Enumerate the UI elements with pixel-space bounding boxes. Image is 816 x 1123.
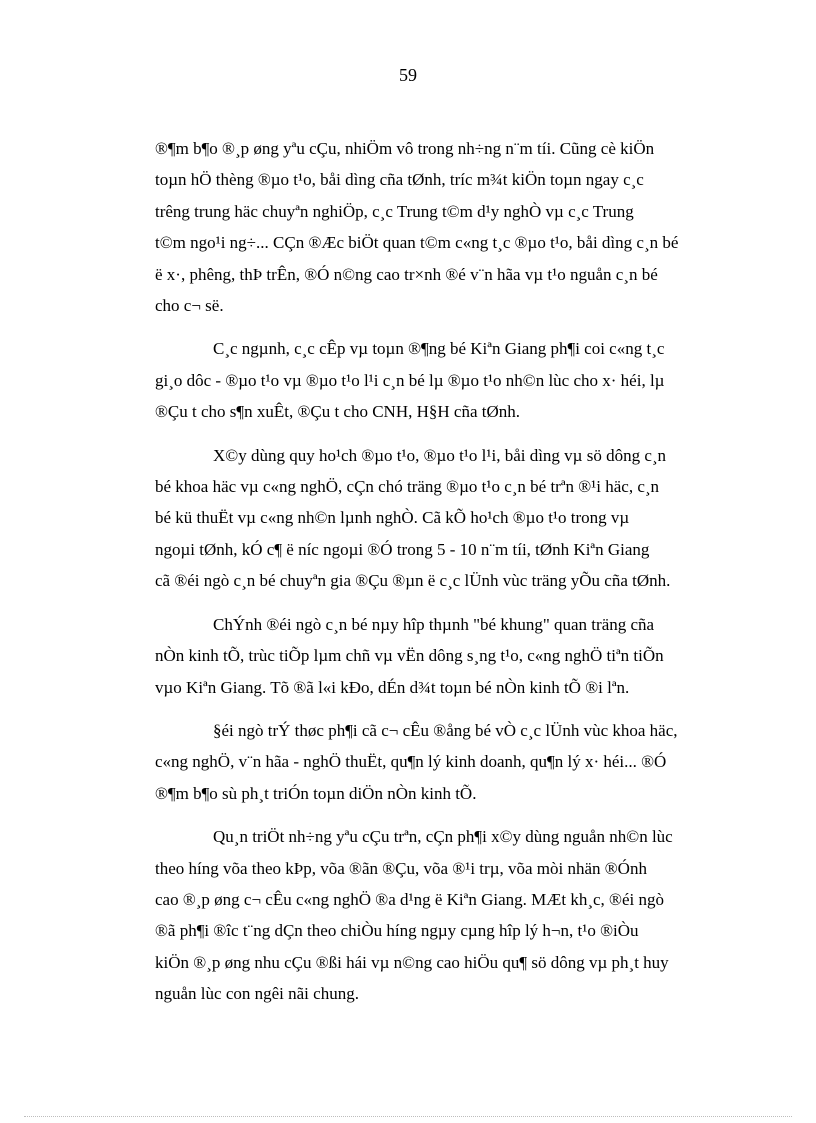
text-line: ®ã ph¶i ®îc t¨ng dÇn theo chiÒu híng ngµy cµng hîp lý h¬n, t¹o ®iÒu [155, 921, 639, 941]
text-line: C¸c ngµnh, c¸c cÊp vµ toµn ®¶ng bé Kiªn Giang ph¶i coi c«ng t¸c [213, 339, 665, 359]
paragraph-2 [155, 333, 739, 427]
document-body [155, 133, 739, 1010]
text-line: kiÖn ®¸p øng nhu cÇu ®ßi hái vµ n©ng cao hiÖu qu¶ sö dông vµ ph¸t huy [155, 952, 669, 972]
text-line: Qu¸n triÖt nh÷ng yªu cÇu trªn, cÇn ph¶i x©y dùng nguån nh©n lùc [213, 827, 673, 847]
text-line: bé khoa häc vµ c«ng nghÖ, cÇn chó träng ®µo t¹o c¸n bé trªn ®¹i häc, c¸n [155, 477, 660, 497]
text-line: c«ng nghÖ, v¨n hãa - nghÖ thuËt, qu¶n lý kinh doanh, qu¶n lý x· héi... ®Ó [155, 752, 667, 772]
text-line: vµo Kiªn Giang. Tõ ®ã l«i kÐo, dÉn d¾t toµn bé nÒn kinh tÕ ®i lªn. [155, 677, 630, 697]
text-line: cho c¬ së. [155, 296, 224, 316]
page-bottom-divider [24, 1116, 792, 1117]
text-line: ®¶m b¶o sù ph¸t triÓn toµn diÖn nÒn kinh tÕ. [155, 783, 477, 803]
text-line: ë x·, phêng, thÞ trÊn, ®Ó n©ng cao tr×nh ®é v¨n hãa vµ t¹o nguån c¸n bé [155, 264, 658, 284]
text-line: ®Çu t cho s¶n xuÊt, ®Çu t cho CNH, H§H cña tØnh. [155, 402, 521, 422]
text-line: cã ®éi ngò c¸n bé chuyªn gia ®Çu ®µn ë c¸c lÜnh vùc träng yÕu cña tØnh. [155, 571, 671, 591]
text-line: nguån lùc con ngêi nãi chung. [155, 984, 359, 1004]
text-line: t©m ngo¹i ng÷... CÇn ®Æc biÖt quan t©m c«ng t¸c ®µo t¹o, båi dìng c¸n bé [155, 233, 679, 253]
text-line: ngoµi tØnh, kÓ c¶ ë níc ngoµi ®Ó trong 5 - 10 n¨m tíi, tØnh Kiªn Giang [155, 539, 650, 559]
text-line: §éi ngò trÝ thøc ph¶i cã c¬ cÊu ®ång bé vÒ c¸c lÜnh vùc khoa häc, [213, 720, 678, 740]
paragraph-4 [155, 609, 739, 703]
text-line: toµn hÖ thèng ®µo t¹o, båi dìng cña tØnh, tríc m¾t kiÖn toµn ngay c¸c [155, 170, 644, 190]
text-line: cao ®¸p øng c¬ cÊu c«ng nghÖ ®a d¹ng ë Kiªn Giang. MÆt kh¸c, ®éi ngò [155, 889, 664, 909]
paragraph-6 [155, 821, 739, 1009]
text-line: ®¶m b¶o ®¸p øng yªu cÇu, nhiÖm vô trong nh÷ng n¨m tíi. Cũng cè kiÖn [155, 139, 655, 158]
text-line: bé kü thuËt vµ c«ng nh©n lµnh nghÒ. Cã kÕ ho¹ch ®µo t¹o trong vµ [155, 508, 630, 528]
text-line: gi¸o dôc - ®µo t¹o vµ ®µo t¹o l¹i c¸n bé lµ ®µo t¹o nh©n lùc cho x· héi, lµ [155, 370, 665, 390]
paragraph-1 [155, 133, 739, 321]
text-line: trêng trung häc chuyªn nghiÖp, c¸c Trung t©m d¹y nghÒ vµ c¸c Trung [155, 201, 634, 221]
text-line: theo híng võa theo kÞp, võa ®ãn ®Çu, võa ®¹i trµ, võa mòi nhän ®Ónh [155, 858, 647, 878]
text-line: nÒn kinh tÕ, trùc tiÕp lµm chñ vµ vËn dông s¸ng t¹o, c«ng nghÖ tiªn tiÕn [155, 646, 664, 666]
paragraph-5 [155, 715, 739, 809]
page-number: 59 [399, 65, 417, 85]
text-line: X©y dùng quy ho¹ch ®µo t¹o, ®µo t¹o l¹i, båi dìng vµ sö dông c¸n [213, 445, 667, 465]
text-line: ChÝnh ®éi ngò c¸n bé nµy hîp thµnh "bé khung" quan träng cña [213, 614, 655, 634]
paragraph-3 [155, 440, 739, 597]
